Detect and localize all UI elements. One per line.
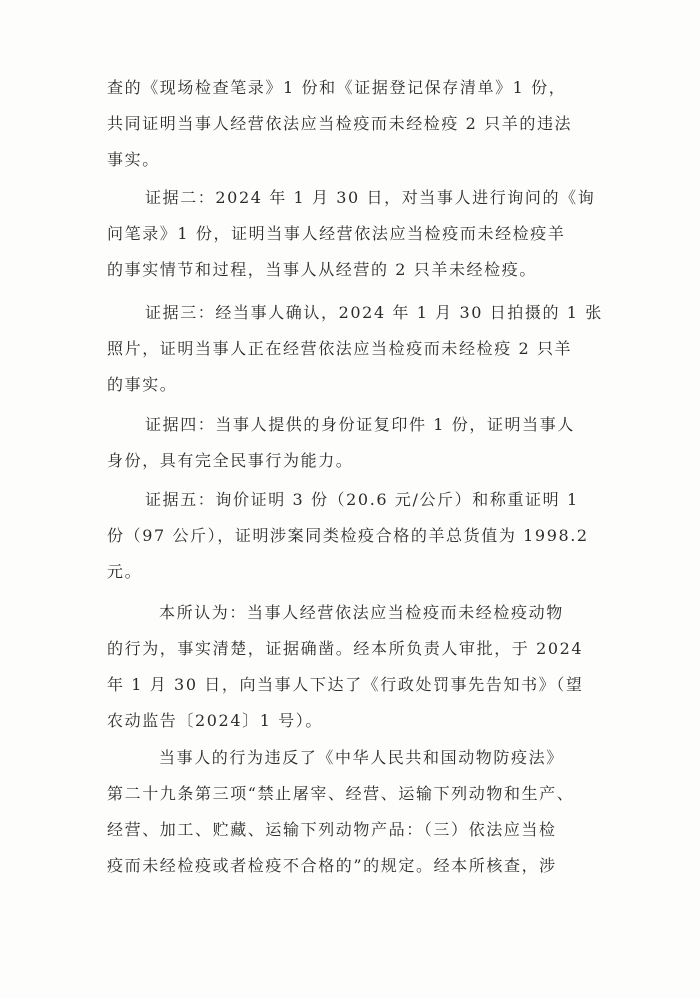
- text-line: 证据四：当事人提供的身份证复印件 1 份，证明当事人: [145, 415, 575, 434]
- text-line: 经营、加工、贮藏、运输下列动物产品：（三）依法应当检: [107, 820, 557, 839]
- text-line: 元。: [107, 562, 143, 581]
- text-line: 证据五：询价证明 3 份（20.6 元/公斤）和称重证明 1: [145, 490, 579, 509]
- paragraph-evidence-three: [107, 295, 607, 403]
- paragraph-evidence-four: [107, 407, 607, 479]
- text-line: 当事人的行为违反了《中华人民共和国动物防疫法》: [159, 748, 564, 767]
- paragraph-violation: [107, 740, 607, 884]
- text-line: 照片，证明当事人正在经营依法应当检疫而未经检疫 2 只羊: [107, 339, 573, 358]
- text-line: 身份，具有完全民事行为能力。: [107, 451, 354, 470]
- text-line: 年 1 月 30 日，向当事人下达了《行政处罚事先告知书》（望: [107, 675, 584, 694]
- paragraph-evidence-five: [107, 482, 607, 590]
- text-line: 的事实情节和过程，当事人从经营的 2 只羊未经检疫。: [107, 260, 537, 279]
- text-line: 的事实。: [107, 375, 178, 394]
- text-line: 本所认为：当事人经营依法应当检疫而未经检疫动物: [159, 603, 564, 622]
- text-line: 问笔录》1 份，证明当事人经营依法应当检疫而未经检疫羊: [107, 224, 566, 243]
- text-line: 第二十九条第三项“禁止屠宰、经营、运输下列动物和生产、: [107, 784, 575, 803]
- text-line: 份（97 公斤），证明涉案同类检疫合格的羊总货值为 1998.2: [107, 526, 589, 545]
- paragraph-evidence-one-continued: [107, 70, 607, 178]
- text-line: 事实。: [107, 150, 160, 169]
- text-line: 证据二：2024 年 1 月 30 日，对当事人进行询问的《询: [145, 188, 596, 207]
- text-line: 查的《现场检查笔录》1 份和《证据登记保存清单》1 份，: [107, 78, 567, 97]
- paragraph-evidence-two: [107, 180, 607, 288]
- paragraph-finding: [107, 595, 607, 739]
- text-line: 疫而未经检疫或者检疫不合格的”的规定。经本所核查，涉: [107, 856, 557, 875]
- text-line: 共同证明当事人经营依法应当检疫而未经检疫 2 只羊的违法: [107, 114, 573, 133]
- text-line: 证据三：经当事人确认，2024 年 1 月 30 日拍摄的 1 张: [145, 303, 603, 322]
- text-line: 农动监告〔2024〕1 号）。: [107, 711, 323, 730]
- text-line: 的行为，事实清楚，证据确凿。经本所负责人审批，于 2024: [107, 639, 584, 658]
